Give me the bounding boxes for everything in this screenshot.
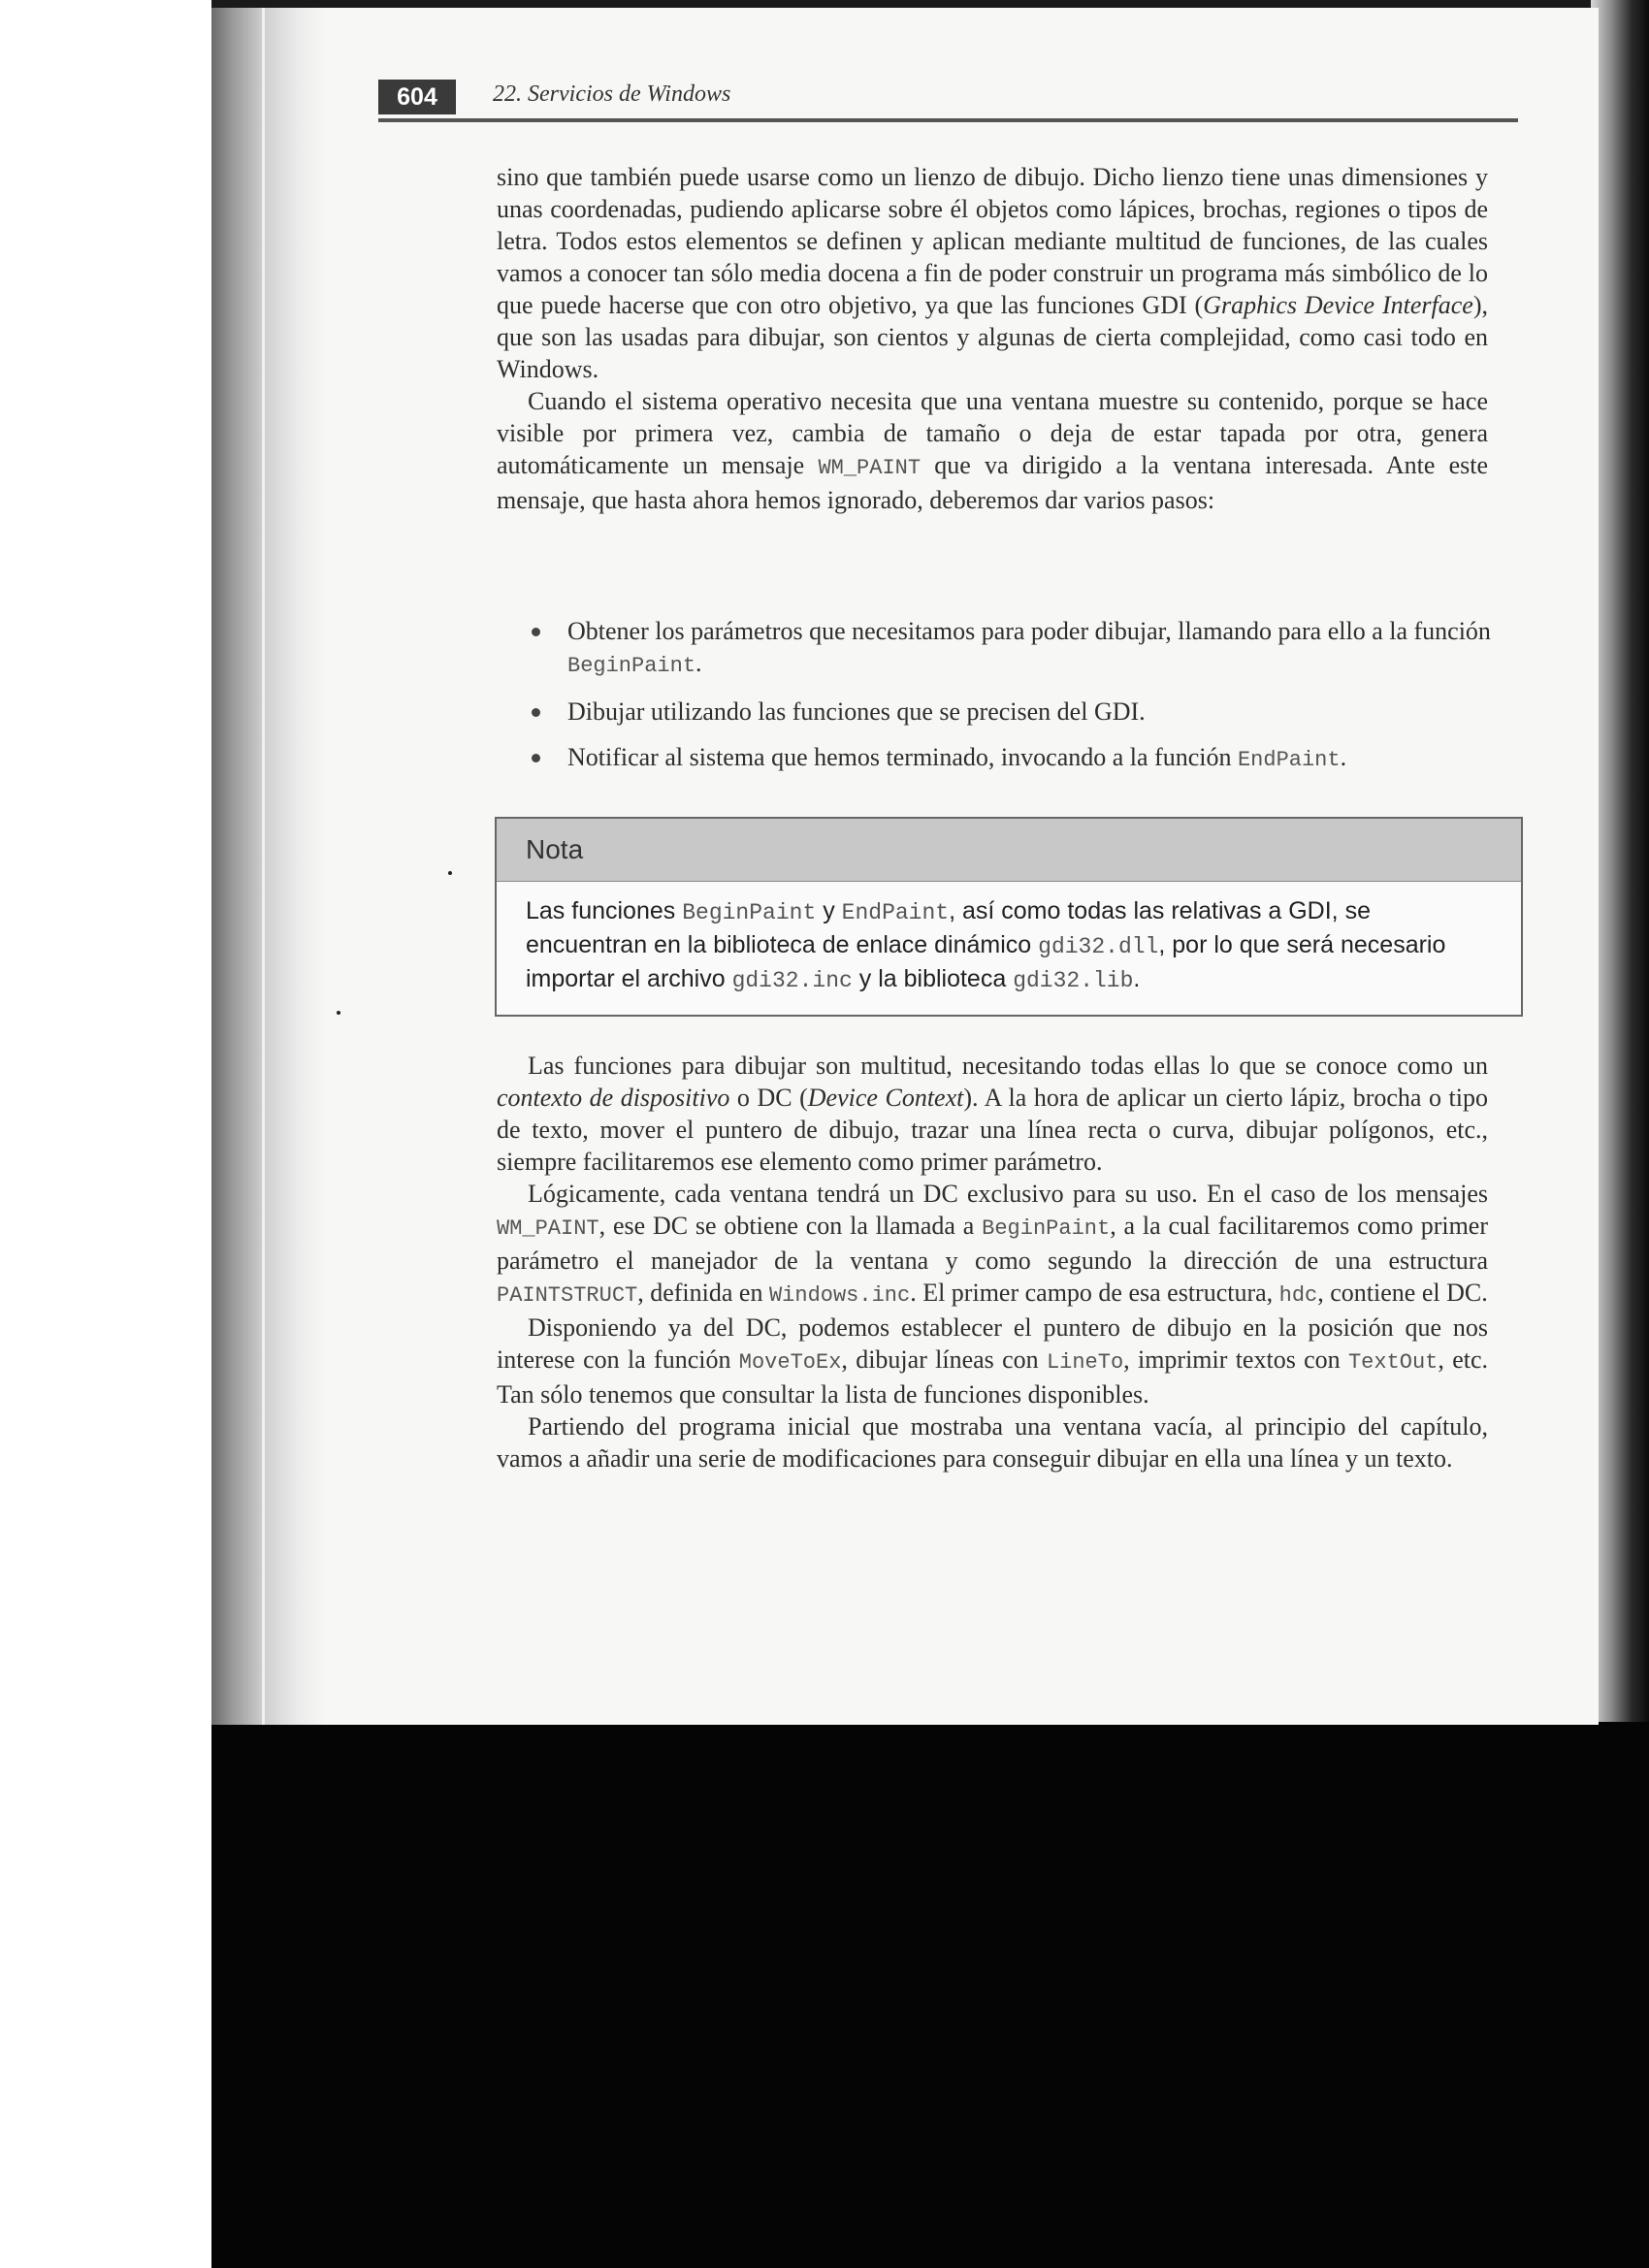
text-run: sino que también puede usarse como un lienzo de dibujo. Dicho lienzo tiene unas dimensiones y unas coordenadas, pudiendo aplicarse sobre él objetos como lápices, brochas, regiones o tipos de letra. Todos estos elementos se definen y aplican mediante multitud de funciones, de las cuales vamos a conocer tan sólo media docena a fin de poder construir un programa más simbólico de lo que puede hacerse que con otro objetivo, ya que las funciones GDI ( bbox=[497, 163, 1488, 319]
text-run: , etc. Tan sólo tenemos que consultar la lista de funciones disponibles. bbox=[497, 1345, 1488, 1409]
text-run: Dibujar utilizando las funciones que se precisen del GDI. bbox=[567, 697, 1146, 726]
scan-margin-left bbox=[0, 0, 211, 2268]
code-term: EndPaint bbox=[841, 900, 950, 925]
code-term: PAINTSTRUCT bbox=[497, 1283, 638, 1308]
text-run: ). A la hora de aplicar un cierto lápiz, brocha o tipo de texto, mover el puntero de dibujo, trazar una línea recta o curva, dibujar polígonos, etc., siempre facilitaremos ese elemento como primer parámetro. bbox=[497, 1084, 1489, 1176]
text-run: o DC ( bbox=[729, 1084, 808, 1112]
text-run: Cuando el sistema operativo necesita que una ventana muestre su contenido, porque se hace visible por primera vez, cambia de tamaño o deja de estar tapada por otra, genera automáticamente un mensaje bbox=[497, 387, 1488, 479]
emphasis-term: Device Context bbox=[807, 1084, 964, 1112]
text-run: Las funciones bbox=[526, 897, 683, 924]
text-run: , por lo que será necesario importar el archivo bbox=[526, 931, 1446, 992]
scan-background-bottom bbox=[211, 1722, 1649, 2268]
emphasis-term: contexto de dispositivo bbox=[497, 1084, 730, 1112]
scan-speck bbox=[337, 1011, 340, 1015]
code-term: WM_PAINT bbox=[818, 456, 922, 480]
text-run: . El primer campo de esa estructura, bbox=[910, 1279, 1279, 1307]
code-term: EndPaint bbox=[1237, 748, 1341, 772]
code-term: hdc bbox=[1278, 1283, 1318, 1308]
text-run: Obtener los parámetros que necesitamos para poder dibujar, llamando para ello a la función bbox=[567, 617, 1491, 645]
text-run: , imprimir textos con bbox=[1123, 1345, 1348, 1374]
bullet-icon bbox=[532, 628, 540, 636]
text-run: , ese DC se obtiene con la llamada a bbox=[598, 1212, 983, 1240]
text-run: , contiene el DC. bbox=[1317, 1279, 1488, 1307]
text-run: ), que son las usadas para dibujar, son cientos y algunas de cierta complejidad, como casi todo en Windows. bbox=[497, 291, 1488, 383]
code-term: WM_PAINT bbox=[497, 1216, 599, 1241]
page-number: 604 bbox=[378, 80, 456, 114]
code-term: gdi32.inc bbox=[731, 968, 853, 993]
code-term: Windows.inc bbox=[768, 1283, 911, 1308]
list-item-text bbox=[567, 697, 1146, 726]
text-run: , a la cual facilitaremos como primer parámetro el manejador de la ventana y como segundo la dirección de una estructura bbox=[497, 1212, 1489, 1275]
list-item bbox=[532, 615, 1502, 682]
text-run: . bbox=[695, 649, 702, 677]
bullet-icon bbox=[532, 754, 540, 762]
text-run: , definida en bbox=[637, 1279, 769, 1307]
code-term: BeginPaint bbox=[982, 1216, 1111, 1241]
code-term: TextOut bbox=[1347, 1350, 1439, 1375]
text-run: y bbox=[816, 897, 842, 924]
emphasis-term: Graphics Device Interface bbox=[1203, 291, 1473, 319]
text-run: Lógicamente, cada ventana tendrá un DC exclusivo para su uso. En el caso de los mensajes bbox=[528, 1180, 1488, 1208]
spine-shadow bbox=[211, 8, 328, 1725]
text-run: . bbox=[1133, 965, 1141, 992]
text-run: , así como todas las relativas a GDI, se encuentran en la biblioteca de enlace dinámico bbox=[526, 897, 1371, 958]
code-term: LineTo bbox=[1046, 1350, 1124, 1375]
code-term: BeginPaint bbox=[567, 654, 696, 678]
code-term: BeginPaint bbox=[682, 900, 817, 925]
code-term: gdi32.lib bbox=[1013, 968, 1134, 993]
text-run: , dibujar líneas con bbox=[841, 1345, 1047, 1374]
text-run: Las funciones para dibujar son multitud, necesitando todas ellas lo que se conoce como un bbox=[528, 1052, 1488, 1080]
paragraph bbox=[497, 1178, 1488, 1312]
body-text-top bbox=[497, 161, 1488, 516]
header-rule bbox=[378, 118, 1518, 122]
paragraph bbox=[497, 1312, 1488, 1410]
paragraph bbox=[497, 161, 1488, 385]
text-run: Notificar al sistema que hemos terminado, invocando a la función bbox=[567, 743, 1238, 771]
text-run: . bbox=[1340, 743, 1347, 771]
list-item bbox=[532, 696, 1502, 728]
spine-highlight bbox=[262, 8, 265, 1725]
text-run: Disponiendo ya del DC, podemos establecer el puntero de dibujo en la posición que nos interese con la función bbox=[497, 1313, 1488, 1374]
list-item-text bbox=[567, 743, 1346, 771]
body-text-bottom bbox=[497, 1050, 1488, 1474]
paragraph bbox=[497, 1410, 1488, 1474]
code-term: gdi32.dll bbox=[1038, 934, 1159, 959]
note-title: Nota bbox=[497, 819, 1521, 882]
note-body bbox=[497, 882, 1521, 997]
code-term: MoveToEx bbox=[738, 1350, 842, 1375]
scan-edge-right bbox=[1591, 0, 1649, 1722]
bullet-icon bbox=[532, 708, 540, 717]
scan-speck bbox=[448, 871, 452, 875]
running-header bbox=[378, 80, 1518, 124]
text-run: Partiendo del programa inicial que mostraba una ventana vacía, al principio del capítulo, vamos a añadir una serie de modificaciones para conseguir dibujar en ella una línea y un texto. bbox=[497, 1412, 1488, 1473]
chapter-title: 22. Servicios de Windows bbox=[493, 81, 731, 107]
text-run: y la biblioteca bbox=[852, 965, 1014, 992]
note-box bbox=[495, 817, 1523, 1017]
paragraph bbox=[497, 1050, 1488, 1178]
paragraph bbox=[497, 385, 1488, 516]
list-item-text bbox=[567, 617, 1491, 677]
text-run: que va dirigido a la ventana interesada. Ante este mensaje, que hasta ahora hemos ignorado, deberemos dar varios pasos: bbox=[497, 451, 1488, 514]
bullet-list bbox=[532, 615, 1502, 790]
list-item bbox=[532, 741, 1502, 776]
